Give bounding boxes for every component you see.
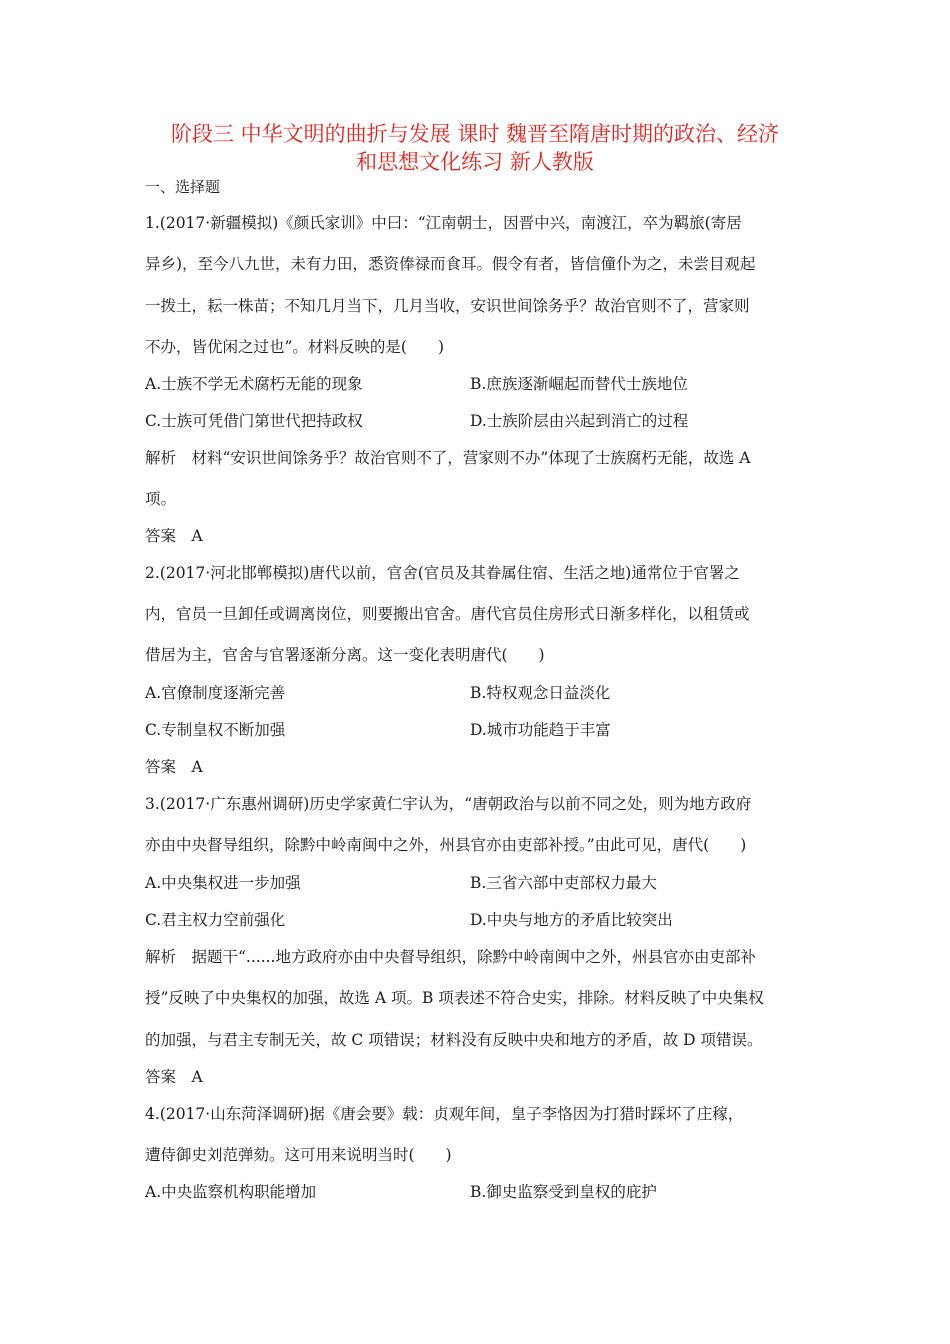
q3-stem-line-2: 亦由中央督导组织，除黔中岭南闽中之外，州县官亦由吏部补授。”由此可见，唐代( ) — [145, 836, 747, 854]
q2-option-a: A.官僚制度逐渐完善 — [145, 684, 286, 702]
q2-stem-line-3: 借居为主，官舍与官署逐渐分离。这一变化表明唐代( ) — [145, 646, 545, 664]
q1-option-a: A.士族不学无术腐朽无能的现象 — [145, 375, 363, 393]
q4-stem-line-1: 4.(2017·山东菏泽调研)据《唐会要》载：贞观年间，皇子李恪因为打猎时踩坏了庄稼， — [145, 1105, 744, 1123]
q4-option-b: B.御史监察受到皇权的庇护 — [470, 1183, 657, 1201]
q1-stem-line-1: 1.(2017·新疆模拟)《颜氏家训》中曰：“江南朝士，因晋中兴，南渡江，卒为羁旅(寄居 — [145, 214, 742, 232]
q1-option-d: D.士族阶层由兴起到消亡的过程 — [470, 412, 689, 430]
q2-answer: 答案 A — [145, 758, 203, 776]
q1-stem-line-4: 不办，皆优闲之过也”。材料反映的是( ) — [145, 338, 445, 356]
title-line-2: 和思想文化练习 新人教版 — [356, 150, 594, 174]
q1-stem-line-2: 异乡)，至今八九世，未有力田，悉资俸禄而食耳。假令有者，皆信僮仆为之，未尝目观起 — [145, 255, 756, 273]
q4-stem-line-2: 遭侍御史刘范弹劾。这可用来说明当时( ) — [145, 1146, 452, 1164]
section-heading: 一、选择题 — [145, 178, 221, 196]
q1-answer: 答案 A — [145, 527, 203, 545]
q2-option-c: C.专制皇权不断加强 — [145, 721, 286, 739]
q2-option-b: B.特权观念日益淡化 — [470, 684, 611, 702]
q1-stem-line-3: 一拨土，耘一株苗；不知几月当下，几月当收，安识世间馀务乎？故治官则不了，营家则 — [145, 297, 750, 315]
q3-answer: 答案 A — [145, 1068, 203, 1086]
document-title — [120, 120, 830, 176]
q1-explanation-line-2: 项。 — [145, 490, 177, 508]
q3-explanation-line-3: 的加强，与君主专制无关，故 C 项错误；材料没有反映中央和地方的矛盾，故 D 项错误。 — [145, 1031, 763, 1049]
q2-stem-line-2: 内，官员一旦卸任或调离岗位，则要搬出官舍。唐代官员住房形式日渐多样化，以租赁或 — [145, 605, 750, 623]
q2-stem-line-1: 2.(2017·河北邯郸模拟)唐代以前，官舍(官员及其眷属住宿、生活之地)通常位于官署之 — [145, 564, 740, 582]
q3-option-c: C.君主权力空前强化 — [145, 911, 286, 929]
q1-explanation-line-1: 解析 材料“安识世间馀务乎？故治官则不了，营家则不办”体现了士族腐朽无能，故选 A — [145, 449, 751, 467]
q3-option-b: B.三省六部中吏部权力最大 — [470, 874, 657, 892]
q1-option-c: C.士族可凭借门第世代把持政权 — [145, 412, 363, 430]
q2-option-d: D.城市功能趋于丰富 — [470, 721, 611, 739]
title-line-1: 阶段三 中华文明的曲折与发展 课时 魏晋至隋唐时期的政治、经济 — [170, 122, 780, 146]
q3-explanation-line-2: 授”反映了中央集权的加强，故选 A 项。B 项表述不符合史实，排除。材料反映了中央集权 — [145, 989, 764, 1007]
q3-explanation-line-1: 解析 据题干“......地方政府亦由中央督导组织，除黔中岭南闽中之外，州县官亦由吏部补 — [145, 948, 756, 966]
q4-option-a: A.中央监察机构职能增加 — [145, 1183, 317, 1201]
q1-option-b: B.庶族逐渐崛起而替代士族地位 — [470, 375, 688, 393]
q3-option-a: A.中央集权进一步加强 — [145, 874, 301, 892]
q3-option-d: D.中央与地方的矛盾比较突出 — [470, 911, 673, 929]
q3-stem-line-1: 3.(2017·广东惠州调研)历史学家黄仁宇认为，“唐朝政治与以前不同之处，则为地方政府 — [145, 795, 752, 813]
